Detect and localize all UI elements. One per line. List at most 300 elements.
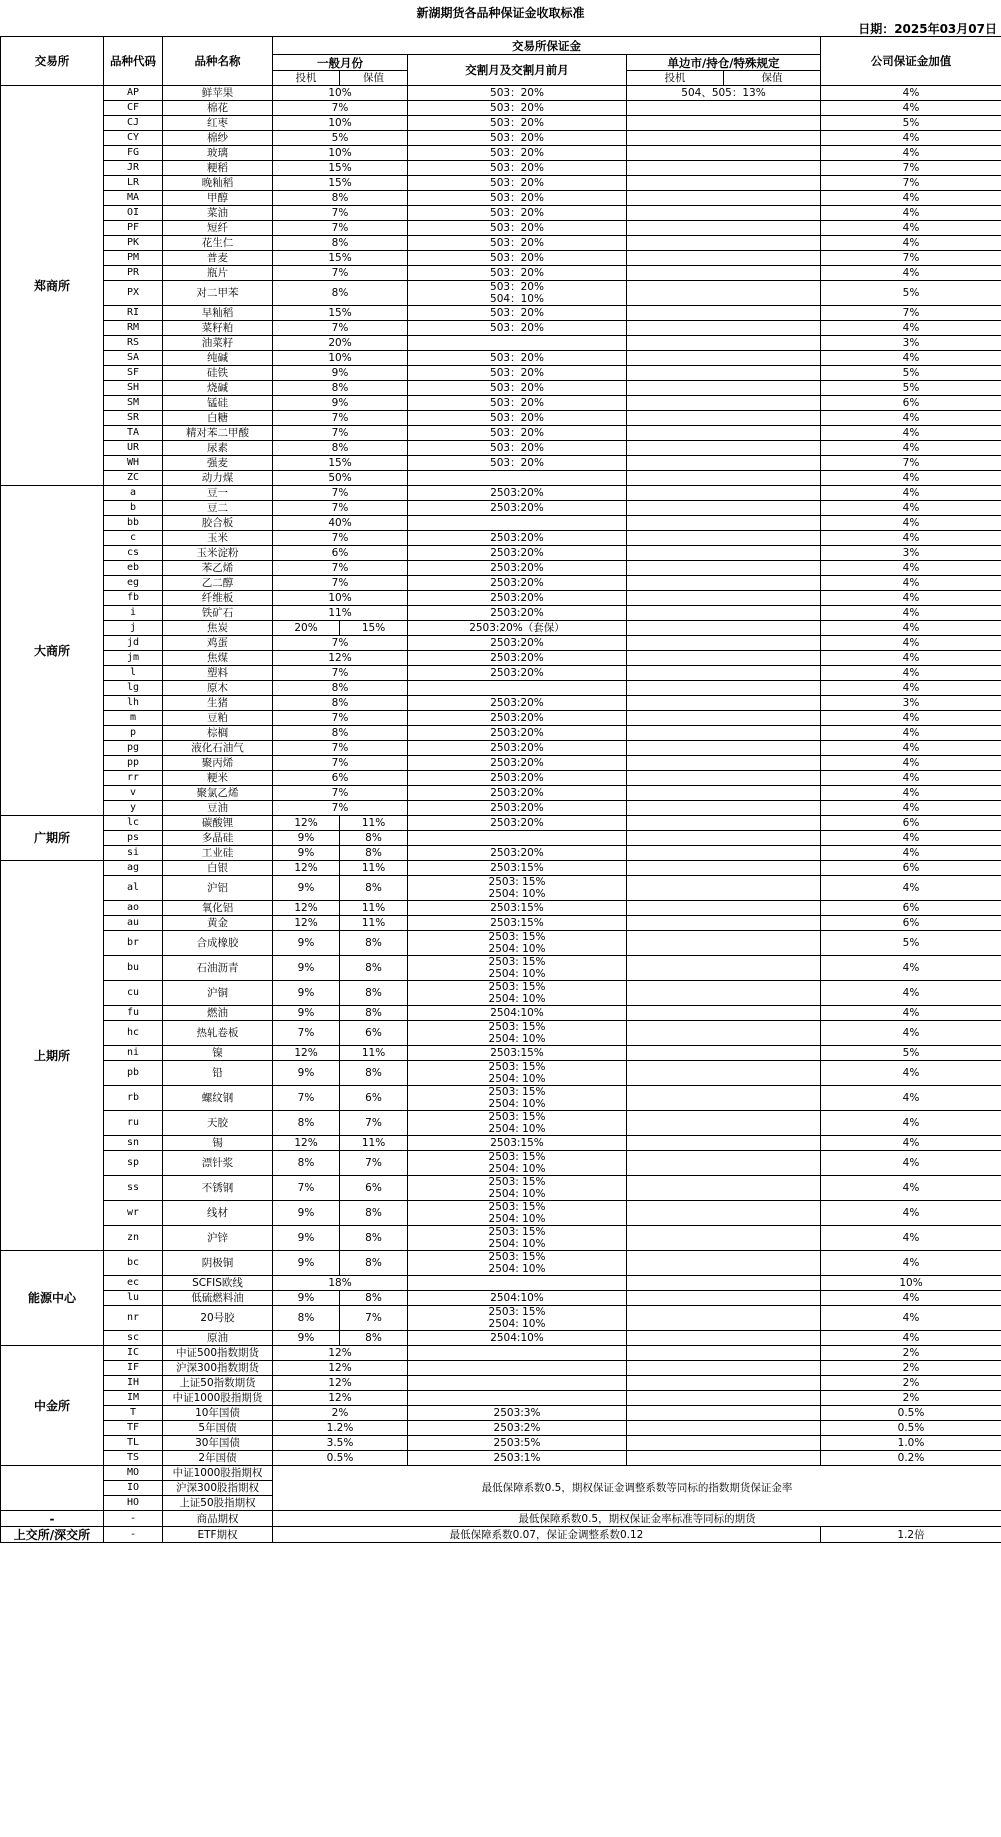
delivery-margin-line: 2503:20% xyxy=(490,652,544,664)
special-margin-cell xyxy=(627,441,821,456)
company-add-cell: 2% xyxy=(821,1376,1001,1391)
delivery-margin-cell xyxy=(408,956,627,981)
product-code-cell: RM xyxy=(104,321,163,336)
product-name-cell: 漂针浆 xyxy=(163,1151,273,1176)
table-row xyxy=(1,366,1001,381)
special-margin-cell xyxy=(627,411,821,426)
product-name-cell: 天胶 xyxy=(163,1111,273,1136)
delivery-margin-cell xyxy=(408,1251,627,1276)
table-row xyxy=(1,666,1001,681)
product-code-cell: - xyxy=(104,1527,163,1543)
general-spec-margin-cell: 20% xyxy=(273,621,340,636)
general-spec-margin-cell: 9% xyxy=(273,981,340,1006)
table-row xyxy=(1,1046,1001,1061)
product-name-cell: SCFIS欧线 xyxy=(163,1276,273,1291)
exchange-cell: 上交所/深交所 xyxy=(1,1527,104,1543)
table-row xyxy=(1,876,1001,901)
company-add-cell: 4% xyxy=(821,236,1001,251)
table-row xyxy=(1,206,1001,221)
product-code-cell: eg xyxy=(104,576,163,591)
product-name-cell: 阴极铜 xyxy=(163,1251,273,1276)
table-row xyxy=(1,236,1001,251)
general-hedge-margin-cell: 11% xyxy=(340,916,408,931)
product-code-cell: MA xyxy=(104,191,163,206)
header-general-spec: 投机 xyxy=(273,71,340,86)
product-code-cell: rb xyxy=(104,1086,163,1111)
table-row xyxy=(1,1306,1001,1331)
table-row xyxy=(1,1391,1001,1406)
delivery-margin-cell xyxy=(408,306,627,321)
delivery-margin-cell xyxy=(408,1451,627,1466)
table-row xyxy=(1,576,1001,591)
general-margin-cell: 7% xyxy=(273,801,408,816)
delivery-margin-cell xyxy=(408,1306,627,1331)
general-hedge-margin-cell: 8% xyxy=(340,1251,408,1276)
product-name-cell: 花生仁 xyxy=(163,236,273,251)
product-name-cell: 合成橡胶 xyxy=(163,931,273,956)
company-add-cell: 3% xyxy=(821,546,1001,561)
general-spec-margin-cell: 7% xyxy=(273,1021,340,1046)
delivery-margin-cell xyxy=(408,1061,627,1086)
delivery-margin-cell xyxy=(408,1151,627,1176)
delivery-margin-cell xyxy=(408,771,627,786)
product-code-cell: UR xyxy=(104,441,163,456)
table-row xyxy=(1,116,1001,131)
general-margin-cell: 7% xyxy=(273,266,408,281)
product-name-cell: 瓶片 xyxy=(163,266,273,281)
product-name-cell: 菜籽粕 xyxy=(163,321,273,336)
table-row xyxy=(1,931,1001,956)
product-name-cell: 普麦 xyxy=(163,251,273,266)
special-margin-cell xyxy=(627,981,821,1006)
special-margin-cell xyxy=(627,931,821,956)
general-margin-cell: 7% xyxy=(273,711,408,726)
general-spec-margin-cell: 9% xyxy=(273,931,340,956)
header-special-spec: 投机 xyxy=(627,71,724,86)
delivery-margin-line: 2504: 10% xyxy=(488,1098,546,1110)
delivery-margin-line: 503：20% xyxy=(490,102,544,114)
general-spec-margin-cell: 12% xyxy=(273,1136,340,1151)
special-margin-cell xyxy=(627,916,821,931)
header-special-hedge: 保值 xyxy=(724,71,821,86)
company-add-cell: 4% xyxy=(821,741,1001,756)
delivery-margin-line: 2503: 15% xyxy=(488,1201,546,1213)
product-code-cell: ag xyxy=(104,861,163,876)
delivery-margin-line: 503：20% xyxy=(490,382,544,394)
special-margin-cell xyxy=(627,266,821,281)
delivery-margin-line: 2504: 10% xyxy=(488,1073,546,1085)
delivery-margin-cell xyxy=(408,546,627,561)
product-name-cell: 焦煤 xyxy=(163,651,273,666)
delivery-margin-line: 2503:20%（套保） xyxy=(469,622,565,634)
product-name-cell: 对二甲苯 xyxy=(163,281,273,306)
company-add-cell: 4% xyxy=(821,1251,1001,1276)
company-add-cell: 4% xyxy=(821,561,1001,576)
table-row xyxy=(1,441,1001,456)
product-code-cell: jm xyxy=(104,651,163,666)
product-code-cell: au xyxy=(104,916,163,931)
special-margin-cell xyxy=(627,786,821,801)
delivery-margin-line: 503：20% xyxy=(490,177,544,189)
special-margin-cell xyxy=(627,146,821,161)
product-code-cell: b xyxy=(104,501,163,516)
delivery-margin-line: 503：20% xyxy=(490,412,544,424)
delivery-margin-cell xyxy=(408,1331,627,1346)
company-add-cell: 4% xyxy=(821,146,1001,161)
product-code-cell: m xyxy=(104,711,163,726)
table-row xyxy=(1,176,1001,191)
delivery-margin-line: 2503: 15% xyxy=(488,1111,546,1123)
product-code-cell: sp xyxy=(104,1151,163,1176)
product-name-cell: 2年国债 xyxy=(163,1451,273,1466)
company-add-cell: 4% xyxy=(821,516,1001,531)
general-spec-margin-cell: 12% xyxy=(273,861,340,876)
product-code-cell: wr xyxy=(104,1201,163,1226)
product-code-cell: FG xyxy=(104,146,163,161)
special-margin-cell xyxy=(627,711,821,726)
product-code-cell: TA xyxy=(104,426,163,441)
product-code-cell: a xyxy=(104,486,163,501)
delivery-margin-cell xyxy=(408,1291,627,1306)
product-code-cell: rr xyxy=(104,771,163,786)
general-hedge-margin-cell: 8% xyxy=(340,846,408,861)
product-code-cell: cs xyxy=(104,546,163,561)
table-row xyxy=(1,161,1001,176)
table-row xyxy=(1,336,1001,351)
delivery-margin-line: 503：20% xyxy=(490,322,544,334)
product-code-cell: HO xyxy=(104,1496,163,1511)
product-name-cell: 精对苯二甲酸 xyxy=(163,426,273,441)
delivery-margin-cell xyxy=(408,1086,627,1111)
delivery-margin-line: 2503:20% xyxy=(490,562,544,574)
general-hedge-margin-cell: 8% xyxy=(340,1331,408,1346)
delivery-margin-cell xyxy=(408,741,627,756)
table-row xyxy=(1,86,1001,101)
product-name-cell: 粳米 xyxy=(163,771,273,786)
table-row xyxy=(1,321,1001,336)
delivery-margin-cell xyxy=(408,236,627,251)
product-name-cell: 30年国债 xyxy=(163,1436,273,1451)
delivery-margin-line: 2503: 15% xyxy=(488,1021,546,1033)
delivery-margin-cell xyxy=(408,1136,627,1151)
product-name-cell: ETF期权 xyxy=(163,1527,273,1543)
delivery-margin-cell xyxy=(408,501,627,516)
company-add-cell: 4% xyxy=(821,651,1001,666)
special-margin-cell xyxy=(627,861,821,876)
special-margin-cell xyxy=(627,1046,821,1061)
special-margin-cell xyxy=(627,1201,821,1226)
company-add-cell: 4% xyxy=(821,501,1001,516)
product-code-cell: lh xyxy=(104,696,163,711)
company-add-cell: 4% xyxy=(821,1306,1001,1331)
table-row xyxy=(1,726,1001,741)
special-margin-cell xyxy=(627,696,821,711)
product-code-cell: JR xyxy=(104,161,163,176)
table-row xyxy=(1,1511,1001,1527)
delivery-margin-line: 2503:20% xyxy=(490,532,544,544)
table-row xyxy=(1,1176,1001,1201)
special-margin-cell xyxy=(627,471,821,486)
delivery-margin-cell xyxy=(408,191,627,206)
delivery-margin-cell xyxy=(408,786,627,801)
delivery-margin-line: 2503:20% xyxy=(490,712,544,724)
product-name-cell: 黄金 xyxy=(163,916,273,931)
company-add-cell: 4% xyxy=(821,956,1001,981)
general-margin-cell: 7% xyxy=(273,531,408,546)
table-row xyxy=(1,146,1001,161)
general-margin-cell: 10% xyxy=(273,116,408,131)
delivery-margin-line: 2503:20% xyxy=(490,757,544,769)
product-code-cell: ru xyxy=(104,1111,163,1136)
product-name-cell: 豆粕 xyxy=(163,711,273,726)
product-code-cell: ao xyxy=(104,901,163,916)
delivery-margin-cell xyxy=(408,1276,627,1291)
product-code-cell: PM xyxy=(104,251,163,266)
delivery-margin-line: 503：20% xyxy=(490,252,544,264)
product-code-cell: sc xyxy=(104,1331,163,1346)
product-code-cell: LR xyxy=(104,176,163,191)
table-row xyxy=(1,771,1001,786)
table-row xyxy=(1,221,1001,236)
general-hedge-margin-cell: 8% xyxy=(340,1226,408,1251)
header-delivery-month: 交割月及交割月前月 xyxy=(408,55,627,86)
delivery-margin-cell xyxy=(408,1226,627,1251)
product-code-cell: lc xyxy=(104,816,163,831)
delivery-margin-cell xyxy=(408,621,627,636)
delivery-margin-line: 2504: 10% xyxy=(488,968,546,980)
product-name-cell: 动力煤 xyxy=(163,471,273,486)
table-row xyxy=(1,1061,1001,1086)
special-margin-cell xyxy=(627,1021,821,1046)
general-margin-cell: 7% xyxy=(273,786,408,801)
table-row xyxy=(1,191,1001,206)
table-row xyxy=(1,1361,1001,1376)
table-row xyxy=(1,981,1001,1006)
table-row xyxy=(1,591,1001,606)
delivery-margin-line: 503：20% xyxy=(490,192,544,204)
delivery-margin-line: 2503:15% xyxy=(490,917,544,929)
table-row xyxy=(1,801,1001,816)
product-code-cell: l xyxy=(104,666,163,681)
product-name-cell: 粳稻 xyxy=(163,161,273,176)
delivery-margin-cell xyxy=(408,591,627,606)
delivery-margin-line: 503：20% xyxy=(490,367,544,379)
company-add-cell: 4% xyxy=(821,606,1001,621)
special-margin-cell xyxy=(627,591,821,606)
general-margin-cell: 8% xyxy=(273,191,408,206)
special-margin-cell xyxy=(627,191,821,206)
delivery-margin-line: 503：20% xyxy=(490,352,544,364)
general-margin-cell: 50% xyxy=(273,471,408,486)
delivery-margin-cell xyxy=(408,1201,627,1226)
exchange-cell-blank xyxy=(1,1466,104,1511)
delivery-margin-line: 2503:20% xyxy=(490,502,544,514)
delivery-margin-cell xyxy=(408,916,627,931)
delivery-margin-line: 2504: 10% xyxy=(488,1318,546,1330)
general-hedge-margin-cell: 8% xyxy=(340,876,408,901)
product-name-cell: 塑料 xyxy=(163,666,273,681)
product-code-cell: lg xyxy=(104,681,163,696)
table-row xyxy=(1,831,1001,846)
table-row xyxy=(1,786,1001,801)
general-margin-cell: 2% xyxy=(273,1406,408,1421)
product-name-cell: 工业硅 xyxy=(163,846,273,861)
delivery-margin-line: 2504: 10% xyxy=(488,1163,546,1175)
company-add-cell: 4% xyxy=(821,591,1001,606)
company-add-cell: 4% xyxy=(821,1061,1001,1086)
delivery-margin-cell xyxy=(408,846,627,861)
delivery-margin-line: 2503:20% xyxy=(490,697,544,709)
delivery-margin-line: 2503:15% xyxy=(490,1137,544,1149)
company-add-cell: 4% xyxy=(821,426,1001,441)
product-name-cell: 苯乙烯 xyxy=(163,561,273,576)
product-name-cell: 玻璃 xyxy=(163,146,273,161)
table-row xyxy=(1,711,1001,726)
company-add-cell: 5% xyxy=(821,116,1001,131)
special-margin-cell xyxy=(627,176,821,191)
company-add-cell: 4% xyxy=(821,831,1001,846)
product-code-cell: sn xyxy=(104,1136,163,1151)
header-name: 品种名称 xyxy=(163,37,273,86)
delivery-margin-cell xyxy=(408,1006,627,1021)
product-name-cell: 镍 xyxy=(163,1046,273,1061)
company-add-cell: 4% xyxy=(821,1176,1001,1201)
table-row xyxy=(1,636,1001,651)
product-code-cell: SM xyxy=(104,396,163,411)
product-code-cell: fb xyxy=(104,591,163,606)
delivery-margin-line: 2503: 15% xyxy=(488,1306,546,1318)
exchange-cell: - xyxy=(1,1511,104,1527)
special-margin-cell xyxy=(627,801,821,816)
general-margin-cell: 8% xyxy=(273,681,408,696)
general-hedge-margin-cell: 6% xyxy=(340,1021,408,1046)
delivery-margin-line: 2503: 15% xyxy=(488,1251,546,1263)
special-margin-cell xyxy=(627,131,821,146)
product-code-cell: WH xyxy=(104,456,163,471)
delivery-margin-cell xyxy=(408,351,627,366)
general-hedge-margin-cell: 11% xyxy=(340,816,408,831)
product-name-cell: 商品期权 xyxy=(163,1511,273,1527)
company-add-cell: 6% xyxy=(821,901,1001,916)
general-spec-margin-cell: 9% xyxy=(273,1226,340,1251)
product-name-cell: 聚氯乙烯 xyxy=(163,786,273,801)
special-margin-cell xyxy=(627,651,821,666)
general-margin-cell: 7% xyxy=(273,666,408,681)
general-margin-cell: 7% xyxy=(273,321,408,336)
company-add-cell: 4% xyxy=(821,206,1001,221)
general-margin-cell: 12% xyxy=(273,1391,408,1406)
company-add-cell: 1.0% xyxy=(821,1436,1001,1451)
delivery-margin-line: 2503:20% xyxy=(490,637,544,649)
product-code-cell: SR xyxy=(104,411,163,426)
option-margin-note: 最低保障系数0.5，期权保证金调整系数等同标的指数期货保证金率 xyxy=(273,1466,1001,1511)
product-name-cell: 沪深300股指期权 xyxy=(163,1481,273,1496)
product-name-cell: 螺纹钢 xyxy=(163,1086,273,1111)
product-code-cell: TS xyxy=(104,1451,163,1466)
table-row xyxy=(1,1527,1001,1543)
delivery-margin-line: 503：20% xyxy=(490,457,544,469)
general-margin-cell: 8% xyxy=(273,726,408,741)
general-margin-cell: 12% xyxy=(273,651,408,666)
delivery-margin-cell xyxy=(408,366,627,381)
company-add-cell: 2% xyxy=(821,1346,1001,1361)
special-margin-cell xyxy=(627,1391,821,1406)
special-margin-cell xyxy=(627,1226,821,1251)
special-margin-cell xyxy=(627,846,821,861)
delivery-margin-line: 2503:20% xyxy=(490,802,544,814)
company-add-cell: 2% xyxy=(821,1391,1001,1406)
delivery-margin-cell xyxy=(408,561,627,576)
company-add-cell: 4% xyxy=(821,1086,1001,1111)
product-code-cell: T xyxy=(104,1406,163,1421)
delivery-margin-cell xyxy=(408,456,627,471)
special-margin-cell xyxy=(627,161,821,176)
special-margin-cell xyxy=(627,561,821,576)
company-add-cell: 0.2% xyxy=(821,1451,1001,1466)
special-margin-cell xyxy=(627,116,821,131)
product-code-cell: bb xyxy=(104,516,163,531)
special-margin-cell xyxy=(627,546,821,561)
general-margin-cell: 7% xyxy=(273,561,408,576)
special-margin-cell xyxy=(627,666,821,681)
table-row xyxy=(1,846,1001,861)
product-name-cell: 棉花 xyxy=(163,101,273,116)
special-margin-cell xyxy=(627,381,821,396)
delivery-margin-line: 2504: 10% xyxy=(488,993,546,1005)
general-hedge-margin-cell: 8% xyxy=(340,931,408,956)
company-add-cell: 5% xyxy=(821,381,1001,396)
general-spec-margin-cell: 9% xyxy=(273,1331,340,1346)
product-code-cell: IO xyxy=(104,1481,163,1496)
general-margin-cell: 9% xyxy=(273,366,408,381)
delivery-margin-line: 2504: 10% xyxy=(488,943,546,955)
special-margin-cell xyxy=(627,1086,821,1111)
delivery-margin-line: 2504: 10% xyxy=(488,1123,546,1135)
product-name-cell: 豆一 xyxy=(163,486,273,501)
exchange-cell: 能源中心 xyxy=(1,1251,104,1346)
delivery-margin-line: 2503: 15% xyxy=(488,931,546,943)
company-add-cell: 3% xyxy=(821,336,1001,351)
product-code-cell: CY xyxy=(104,131,163,146)
general-margin-cell: 3.5% xyxy=(273,1436,408,1451)
general-margin-cell: 10% xyxy=(273,86,408,101)
product-code-cell: cu xyxy=(104,981,163,1006)
delivery-margin-line: 2504:10% xyxy=(490,1007,544,1019)
table-row xyxy=(1,1021,1001,1046)
product-name-cell: 锡 xyxy=(163,1136,273,1151)
product-code-cell: SH xyxy=(104,381,163,396)
special-margin-cell xyxy=(627,1421,821,1436)
company-add-cell: 4% xyxy=(821,1111,1001,1136)
special-margin-cell xyxy=(627,681,821,696)
delivery-margin-cell xyxy=(408,901,627,916)
special-margin-cell xyxy=(627,831,821,846)
product-name-cell: 尿素 xyxy=(163,441,273,456)
product-name-cell: 中证1000股指期货 xyxy=(163,1391,273,1406)
general-spec-margin-cell: 12% xyxy=(273,916,340,931)
delivery-margin-line: 2503: 15% xyxy=(488,981,546,993)
delivery-margin-cell xyxy=(408,1176,627,1201)
product-name-cell: 碳酸锂 xyxy=(163,816,273,831)
special-margin-cell xyxy=(627,1061,821,1086)
delivery-margin-line: 503：20% xyxy=(490,307,544,319)
product-name-cell: 白银 xyxy=(163,861,273,876)
general-spec-margin-cell: 12% xyxy=(273,901,340,916)
header-exchange: 交易所 xyxy=(1,37,104,86)
product-name-cell: 早籼稻 xyxy=(163,306,273,321)
product-name-cell: 中证1000股指期权 xyxy=(163,1466,273,1481)
product-code-cell: IF xyxy=(104,1361,163,1376)
